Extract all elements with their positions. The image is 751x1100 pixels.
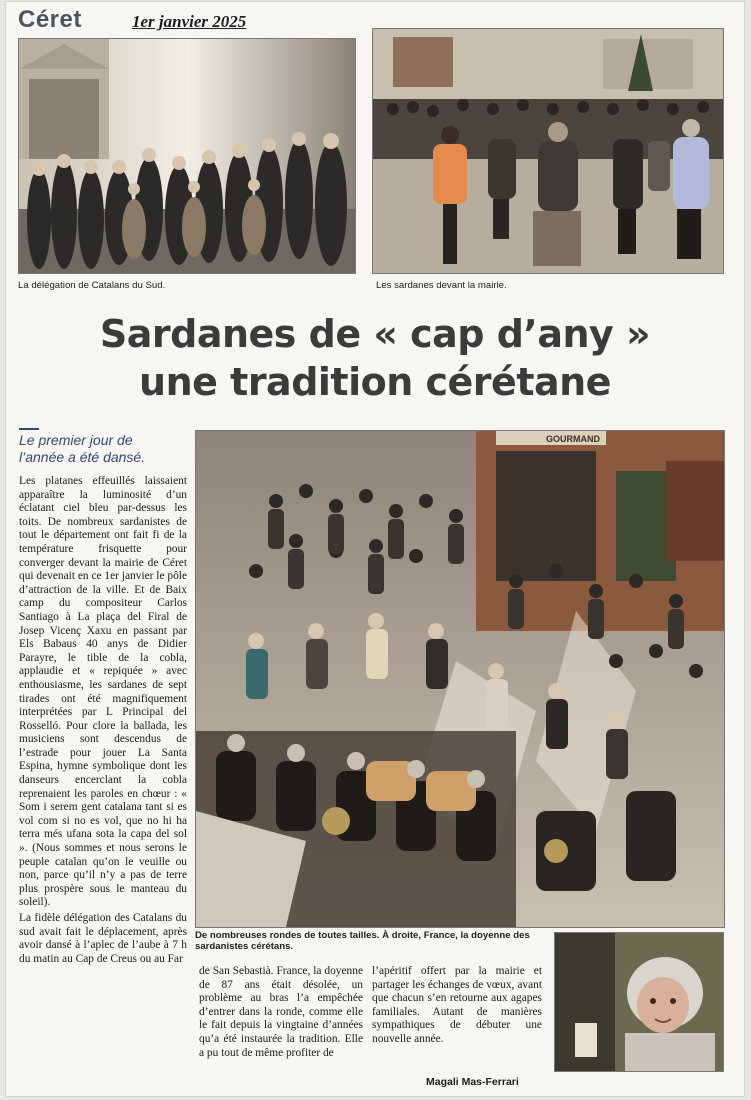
shop-sign: GOURMAND [546, 434, 600, 444]
photo-doyenne-france [554, 932, 724, 1072]
photo-sardane-rounds [195, 430, 725, 928]
article-paragraph-1: Les platanes effeuillés laissaient apparaître la luminosité d’un éclatant ciel bleu par-dessus les toits. De nombreux sardanistes de tout le département ont fait fi de la température frisquette pour converger devant la mairie de Céret qui devenait en ce 1er janvier le pôle d’attraction de la ville. Et de Baix camp du compositeur Carlos Santiago à La plaça del Firal de Josep Vicenç Xaxu en passant par Els Babaus 40 anys de Didier Parayre, le tible de la cobla, applaudie et « repiquée » avec enthousiasme, les sardanes de sept tirades ont été magnifiquement interprétées par L Principal del Rosselló. Pour clore la ballada, les musiciens sont descendus de l’estrade pour jouer La Santa Espina, hymne symbolique dont les danseurs encerclant la cobla reprenaient les paroles en chœur : « Som i serem gent catalana tant si es vol com si no es vol, que no hi ha terra més ufana sota la capa del sol ». (Nous sommes et nous serons le peuple catalan qu’on le veuille ou non, parce qu’il n’y a pas de terre plus prospère sous le manteau du soleil). [19, 475, 187, 909]
caption-main-photo: De nombreuses rondes de toutes tailles. À droite, France, la doyenne des sardanistes cérétans. [195, 930, 530, 952]
lede-accent-rule [19, 428, 39, 430]
photo-sardanes-mairie [372, 28, 724, 274]
article-column-2: de San Sebastià. France, la doyenne de 87 ans était désolée, un problème au bras l’a empêchée d’entrer dans la ronde, comme elle le fait depuis la vingtaine d’années qu’a été instaurée la tradition. Elle a pu tout de même profiter de [199, 965, 363, 1059]
publication-date: 1er janvier 2025 [132, 12, 247, 31]
photo-catalan-delegation [18, 38, 356, 274]
newspaper-clipping [6, 2, 744, 1096]
headline-line-2: une tradition cérétane [139, 360, 611, 404]
caption-top-right: Les sardanes devant la mairie. [376, 280, 507, 291]
headline-line-1: Sardanes de « cap d’any » [99, 312, 651, 356]
article-lede: Le premier jour de l’année a été dansé. [19, 432, 146, 465]
town-name: Céret [18, 6, 82, 33]
caption-top-left: La délégation de Catalans du Sud. [18, 280, 166, 291]
author-signature: Magali Mas-Ferrari [426, 1076, 519, 1088]
article-column-1 [19, 475, 187, 968]
article-column-3: l’apéritif offert par la mairie et partager les échanges de vœux, avant que chacun s’en retourne aux agapes familiales. Autant de manières sympathiques de débuter une nouvelle année. [372, 965, 542, 1045]
article-paragraph-2: La fidèle délégation des Catalans du sud avait fait le déplacement, après avoir dansé à l’aplec de l’aube à 7 h du matin au Cap de Creus ou au Far [19, 912, 187, 965]
